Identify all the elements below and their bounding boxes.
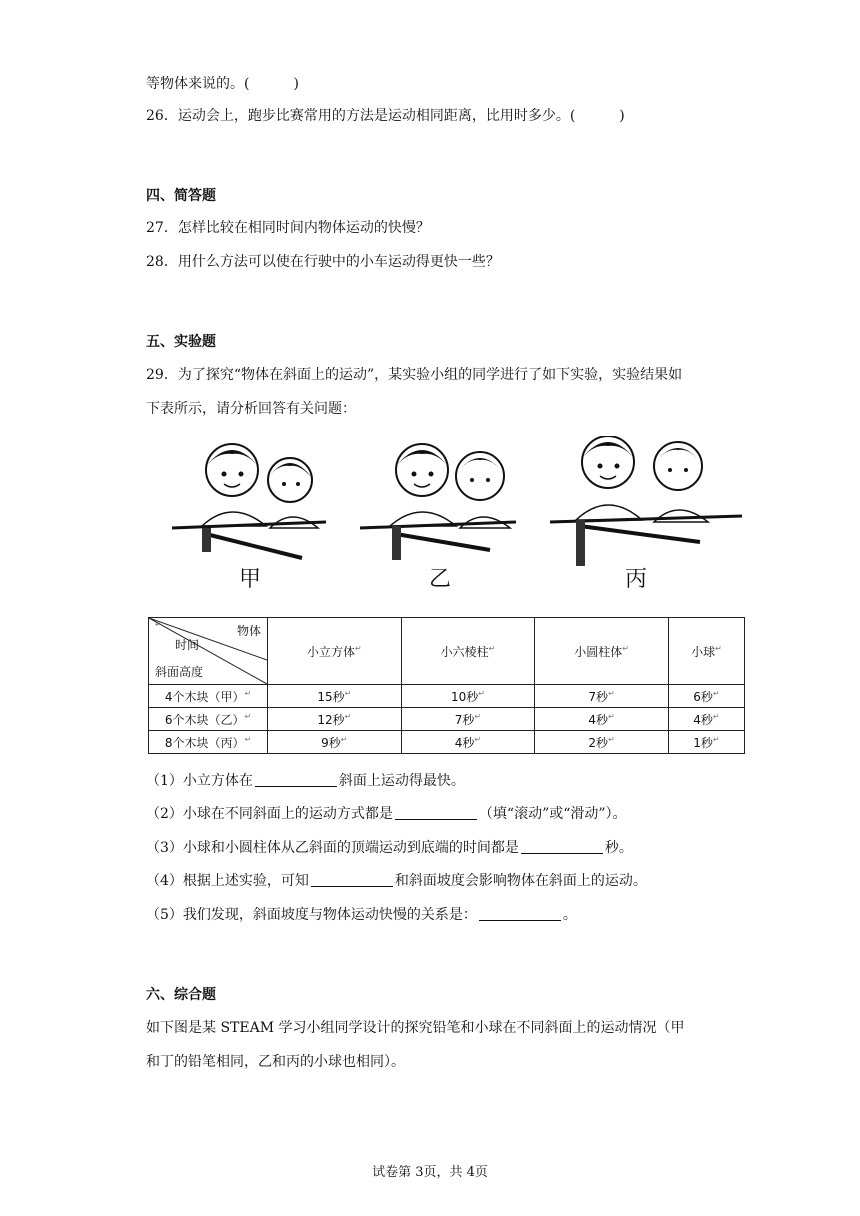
- section-4-title: 四、简答题: [146, 188, 216, 204]
- label-yi: 乙: [428, 567, 452, 592]
- table-cell: 10秒↵: [401, 685, 535, 708]
- table-row: [149, 708, 745, 731]
- sub3-post: 秒。: [604, 840, 633, 856]
- label-bing: 丙: [624, 567, 648, 592]
- sub1-pre: （1）小立方体在: [146, 773, 253, 789]
- answer-blank[interactable]: [255, 772, 337, 787]
- column-header: 小圆柱体↵: [535, 618, 669, 685]
- results-table: [148, 617, 745, 754]
- question-26: [146, 106, 625, 126]
- table-cell: 4秒↵: [535, 708, 669, 731]
- question-30-line1: 如下图是某 STEAM 学习小组同学设计的探究铅笔和小球在不同斜面上的运动情况（甲: [146, 1020, 685, 1036]
- panel-yi: [360, 444, 516, 592]
- question-27: 27．怎样比较在相同时间内物体运动的快慢？: [146, 220, 430, 236]
- q26-text: 26．运动会上，跑步比赛常用的方法是运动相同距离，比用时多少。(: [146, 108, 576, 124]
- table-cell: 6秒↵: [668, 685, 744, 708]
- q25-close: ): [293, 76, 299, 92]
- column-header: 小立方体↵: [268, 618, 402, 685]
- question-30-line2: 和丁的铅笔相同，乙和丙的小球也相同）。: [146, 1054, 405, 1070]
- table-cell: 15秒↵: [268, 685, 402, 708]
- row-label: 6个木块（乙）↵: [149, 708, 268, 731]
- label-jia: 甲: [238, 567, 262, 592]
- section-6-title: 六、综合题: [146, 987, 216, 1003]
- section-5-title: 五、实验题: [146, 334, 216, 350]
- corner-slope-label: 斜面高度: [155, 665, 204, 679]
- sub2-pre: （2）小球在不同斜面上的运动方式都是: [146, 806, 393, 822]
- table-cell: 2秒↵: [535, 731, 669, 754]
- row-label: 4个木块（甲）↵: [149, 685, 268, 708]
- sub5-post: 。: [562, 907, 577, 923]
- column-header: 小六棱柱↵: [401, 618, 535, 685]
- answer-blank[interactable]: [521, 839, 603, 854]
- table-cell: 7秒↵: [401, 708, 535, 731]
- column-header: 小球↵: [668, 618, 744, 685]
- sub2-post: （填“滚动”或“滑动”）。: [478, 806, 627, 822]
- table-row: [149, 731, 745, 754]
- table-cell: 4秒↵: [401, 731, 535, 754]
- sub4-pre: （4）根据上述实验，可知: [146, 873, 309, 889]
- table-cell: 4秒↵: [668, 708, 744, 731]
- q25-continuation: [146, 74, 299, 94]
- question-28: 28．用什么方法可以使在行驶中的小车运动得更快一些？: [146, 254, 500, 270]
- table-corner-cell: [149, 618, 268, 685]
- table-cell: 9秒↵: [268, 731, 402, 754]
- page-footer: 试卷第 3页，共 4页: [372, 1165, 488, 1180]
- corner-object-label: 物体: [236, 624, 261, 638]
- corner-time-label: 时间: [175, 638, 200, 652]
- return-mark: ↵: [155, 620, 162, 629]
- table-header-row: [149, 618, 745, 685]
- question-29-line2: 下表所示，请分析回答有关问题：: [146, 401, 356, 417]
- row-label: 8个木块（丙）↵: [149, 731, 268, 754]
- answer-blank[interactable]: [479, 906, 561, 921]
- q26-close: ): [619, 108, 625, 124]
- experiment-illustration: [166, 436, 746, 594]
- sub3-pre: （3）小球和小圆柱体从乙斜面的顶端运动到底端的时间都是: [146, 840, 519, 856]
- table-cell: 1秒↵: [668, 731, 744, 754]
- panel-jia: [172, 444, 326, 592]
- sub-question-3: [146, 838, 633, 858]
- answer-blank[interactable]: [395, 805, 477, 820]
- panel-bing: [550, 436, 742, 592]
- table-row: [149, 685, 745, 708]
- answer-blank[interactable]: [311, 872, 393, 887]
- sub-question-4: [146, 871, 647, 891]
- sub-question-1: [146, 771, 465, 791]
- sub-question-5: [146, 905, 577, 925]
- sub1-post: 斜面上运动得最快。: [338, 773, 465, 789]
- sub-question-2: [146, 804, 627, 824]
- sub5-pre: （5）我们发现，斜面坡度与物体运动快慢的关系是：: [146, 907, 477, 923]
- table-cell: 12秒↵: [268, 708, 402, 731]
- q25-text: 等物体来说的。(: [146, 76, 250, 92]
- sub4-post: 和斜面坡度会影响物体在斜面上的运动。: [394, 873, 647, 889]
- question-29-line1: 29．为了探究“物体在斜面上的运动”，某实验小组的同学进行了如下实验，实验结果如: [146, 367, 683, 383]
- table-cell: 7秒↵: [535, 685, 669, 708]
